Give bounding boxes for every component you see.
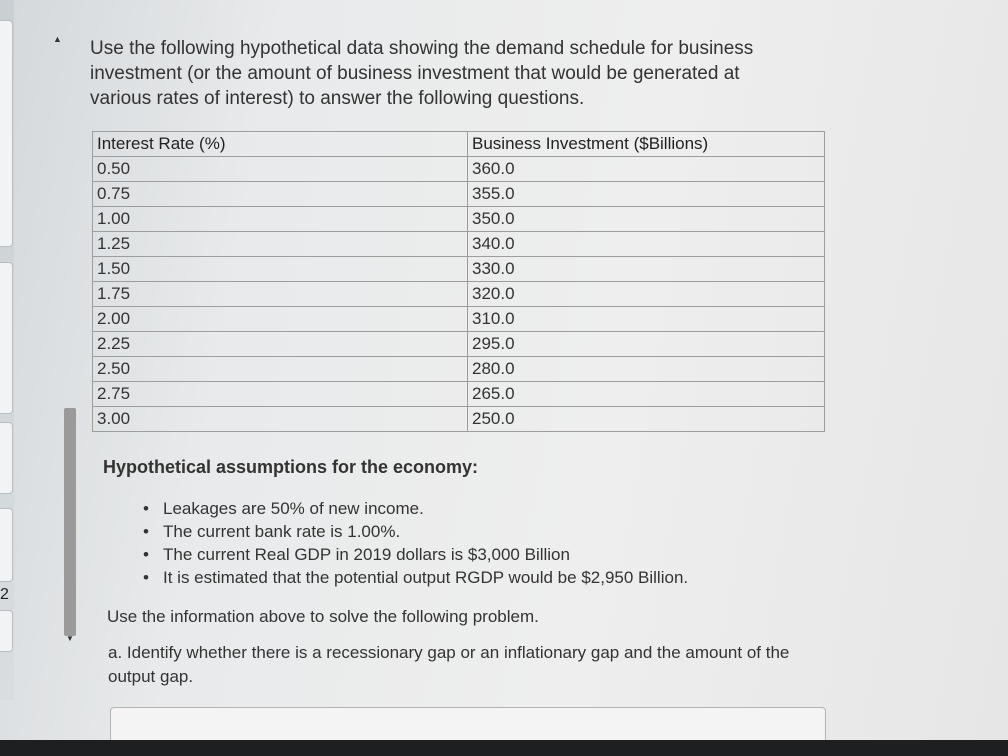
left-panel-tab-1[interactable] [0, 20, 13, 247]
header-business-investment: Business Investment ($Billions) [468, 132, 825, 157]
investment-cell: 320.0 [468, 282, 825, 307]
list-item [143, 497, 688, 520]
bullet-icon: • [143, 499, 149, 518]
list-item [143, 566, 688, 589]
instruction-text: Use the information above to solve the following problem. [107, 607, 539, 626]
question-a-text: a. Identify whether there is a recessionary gap or an inflationary gap and the amount of the output gap. [108, 643, 790, 686]
table-row [93, 307, 825, 332]
table-row [93, 407, 825, 432]
investment-cell: 280.0 [468, 357, 825, 382]
assumption-text: The current bank rate is 1.00%. [163, 522, 401, 541]
table-row [93, 257, 825, 282]
investment-cell: 340.0 [468, 232, 825, 257]
interest-rate-cell: 0.50 [93, 157, 468, 182]
interest-rate-cell: 1.50 [93, 257, 468, 282]
interest-rate-cell: 1.00 [93, 207, 468, 232]
scrollbar-thumb[interactable] [64, 408, 76, 636]
interest-rate-cell: 3.00 [93, 407, 468, 432]
table-row [93, 332, 825, 357]
list-item [143, 520, 688, 543]
investment-cell: 355.0 [468, 182, 825, 207]
left-panel-tab-4[interactable] [0, 508, 13, 582]
investment-cell: 265.0 [468, 382, 825, 407]
intro-paragraph: Use the following hypothetical data showing the demand schedule for business investment (or the amount of business investment that would be generated at various rates of interest) to answer the following questions. [90, 38, 754, 109]
interest-rate-cell: 2.25 [93, 332, 468, 357]
table-row [93, 382, 825, 407]
bullet-icon: • [143, 568, 149, 587]
interest-rate-cell: 2.00 [93, 307, 468, 332]
assumptions-title: Hypothetical assumptions for the economy: [103, 457, 479, 477]
investment-cell: 330.0 [468, 257, 825, 282]
interest-rate-cell: 0.75 [93, 182, 468, 207]
investment-cell: 350.0 [468, 207, 825, 232]
table-row [93, 282, 825, 307]
interest-rate-cell: 1.75 [93, 282, 468, 307]
left-panel-tab-2[interactable] [0, 262, 13, 414]
interest-rate-cell: 2.75 [93, 382, 468, 407]
table-row [93, 232, 825, 257]
bullet-icon: • [143, 545, 149, 564]
bullet-icon: • [143, 522, 149, 541]
table-header-row [93, 132, 825, 157]
assumption-text: It is estimated that the potential output RGDP would be $2,950 Billion. [163, 568, 689, 587]
list-item [143, 543, 688, 566]
left-panel-tab-5[interactable] [0, 610, 13, 652]
table-row [93, 357, 825, 382]
interest-rate-cell: 1.25 [93, 232, 468, 257]
left-side-glyph: 2 [0, 586, 9, 603]
investment-cell: 295.0 [468, 332, 825, 357]
assumption-text: Leakages are 50% of new income. [163, 499, 424, 518]
screen-bezel [0, 740, 1008, 756]
table-row [93, 182, 825, 207]
assumptions-list [143, 497, 688, 589]
demand-schedule-table [92, 131, 825, 432]
investment-cell: 360.0 [468, 157, 825, 182]
assumption-text: The current Real GDP in 2019 dollars is $3,000 Billion [163, 545, 570, 564]
header-interest-rate: Interest Rate (%) [93, 132, 468, 157]
investment-cell: 250.0 [468, 407, 825, 432]
scroll-up-arrow-icon[interactable]: ▲ [53, 34, 62, 44]
investment-cell: 310.0 [468, 307, 825, 332]
table-row [93, 157, 825, 182]
table-row [93, 207, 825, 232]
interest-rate-cell: 2.50 [93, 357, 468, 382]
left-panel-tab-3[interactable] [0, 422, 13, 494]
scroll-down-arrow-icon[interactable]: ▼ [66, 634, 74, 643]
